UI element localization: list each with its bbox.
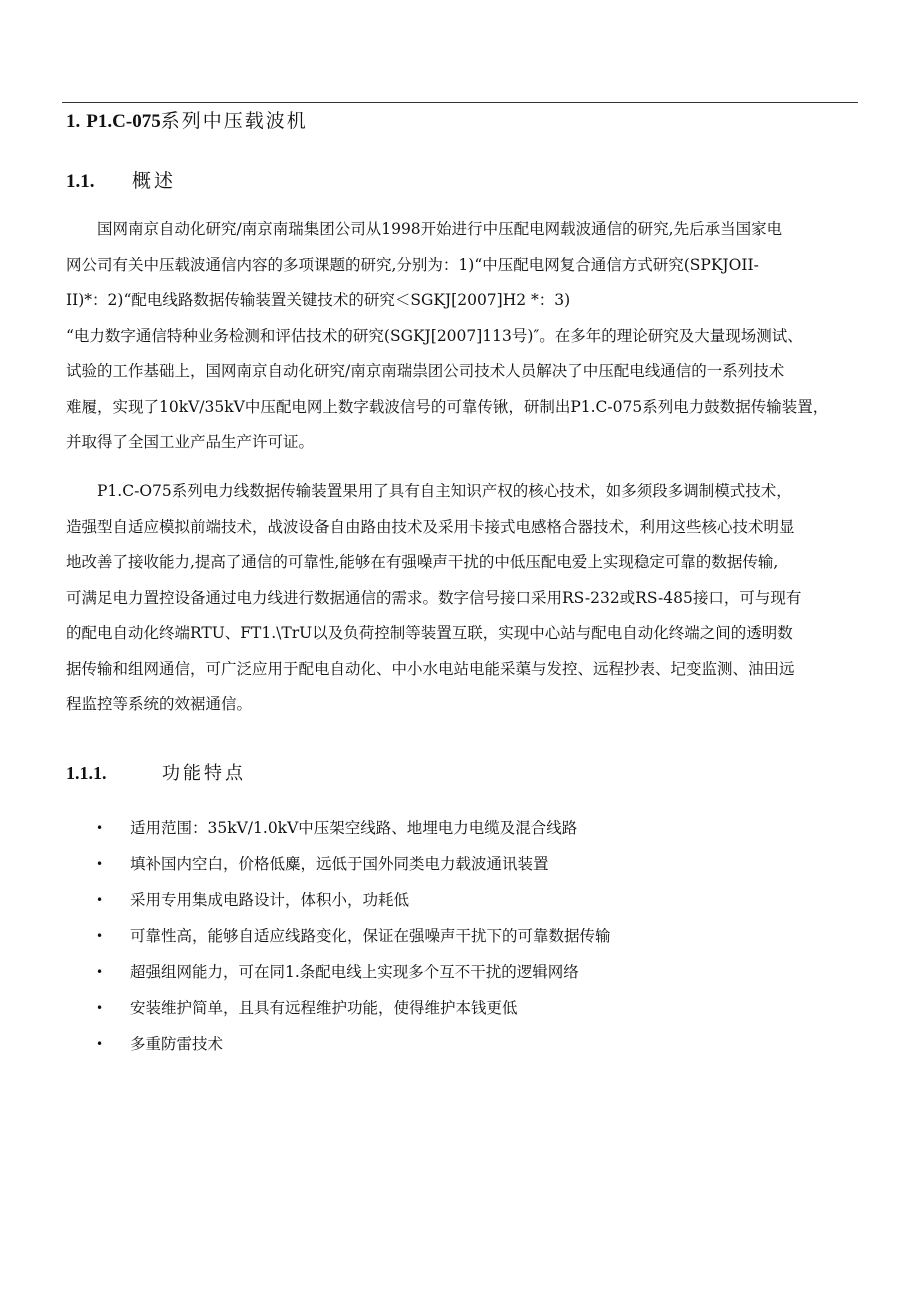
- list-item: [96, 954, 611, 990]
- list-item: [96, 1026, 611, 1062]
- section-title: 概述: [132, 170, 177, 192]
- chapter-number: 1.: [66, 111, 81, 132]
- feature-text: 填补国内空白，价格低麋，远低于国外同类电力载波通讯装置: [130, 855, 549, 873]
- feature-text: 采用专用集成电路设计，体积小，功耗低: [130, 891, 410, 909]
- chapter-title: 系列中压载波机: [160, 110, 308, 132]
- overview-paragraph-1: [66, 212, 866, 461]
- top-divider: [62, 102, 858, 103]
- paragraph-line: 网公司有关中压载波通信内容的多项课题的研究,分别为：1)“中压配电网复合通信方式研究(SPKJOII-: [66, 255, 759, 274]
- paragraph-line: 的配电自动化终端RTU、FT1.\TrU以及负荷控制等装置互联，实现中心站与配电自动化终端之间的透明数: [66, 624, 793, 642]
- paragraph-line: 造强型自适应模拟前端技术，战波设备自由路由技术及采用卡接式电感格合器技术，利用这些核心技术明显: [66, 517, 795, 536]
- paragraph-line: P1.C-O75系列电力线数据传输装置果用了具有自主知识产权的核心技术，如多须段多调制模式技术，: [97, 482, 792, 500]
- paragraph-line: 据传输和组网通信，可广泛应用于配电自动化、中小水电站电能采蕖与发控、远程抄表、圮变监测、油田远: [66, 659, 795, 678]
- paragraph-line: II)*：2)“配电线路数据传输装置关键技术的研究＜SGKJ[2007]H2 *：3): [66, 291, 571, 309]
- bullet-icon: •: [96, 857, 104, 871]
- section-number: 1.1.: [66, 171, 95, 192]
- subsection-number: 1.1.1.: [66, 763, 107, 783]
- bullet-icon: •: [96, 893, 104, 907]
- paragraph-line: 试验的工作基础上，国网南京自动化研究/南京南瑞祟团公司技术人员解决了中压配电线通信的一系列技术: [66, 362, 785, 380]
- paragraph-line: “电力数字通信特种业务检测和评估技术的研究(SGKJ[2007]113号)″。在多年的理论研究及大量现场测试、: [66, 326, 803, 345]
- chapter-model: P1.C-075: [86, 111, 161, 132]
- paragraph-line: 国网南京自动化研究/南京南瑞集团公司从1998开始进行中压配电网载波通信的研究,先后承当国家电: [97, 220, 783, 238]
- paragraph-line: 程监控等系统的效裾通信。: [66, 695, 253, 713]
- subsection-heading: [66, 760, 246, 787]
- bullet-icon: •: [96, 965, 104, 979]
- feature-text: 多重防雷技术: [130, 1035, 224, 1053]
- chapter-heading: [66, 108, 308, 135]
- list-item: [96, 990, 611, 1026]
- bullet-icon: •: [96, 1037, 104, 1051]
- list-item: [96, 810, 611, 846]
- feature-text: 适用范围：35kV/1.0kV中压架空线路、地埋电力电缆及混合线路: [130, 819, 578, 837]
- list-item: [96, 882, 611, 918]
- bullet-icon: •: [96, 1001, 104, 1015]
- section-heading: [66, 168, 176, 195]
- paragraph-line: 可满足电力置控设备通过电力线进行数据通信的需求。数字信号接口采用RS-232或RS-485接口，可与现有: [66, 588, 802, 607]
- bullet-icon: •: [96, 821, 104, 835]
- feature-text: 安装维护简单，且具有远程维护功能，使得维护本钱更低: [130, 999, 518, 1017]
- bullet-icon: •: [96, 929, 104, 943]
- paragraph-line: 地改善了接收能力,提高了通信的可靠性,能够在有强噪声干扰的中低压配电爱上实现稳定可靠的数据传输,: [66, 553, 779, 571]
- subsection-title: 功能特点: [162, 763, 246, 784]
- paragraph-line: 并取得了全国工业产品生产许可证。: [66, 433, 315, 451]
- feature-text: 超强组网能力，可在同1.条配电线上实现多个互不干扰的逻辑网络: [130, 963, 579, 981]
- overview-paragraph-2: [66, 474, 866, 723]
- feature-text: 可靠性高，能够自适应线路变化，保证在强噪声干扰下的可靠数据传输: [130, 927, 611, 945]
- list-item: [96, 846, 611, 882]
- paragraph-line: 难履，实现了10kV/35kV中压配电网上数字载波信号的可靠传锹，研制出P1.C-075系列电力鼓数据传输装置，: [66, 397, 829, 416]
- list-item: [96, 918, 611, 954]
- feature-list: [96, 810, 611, 1062]
